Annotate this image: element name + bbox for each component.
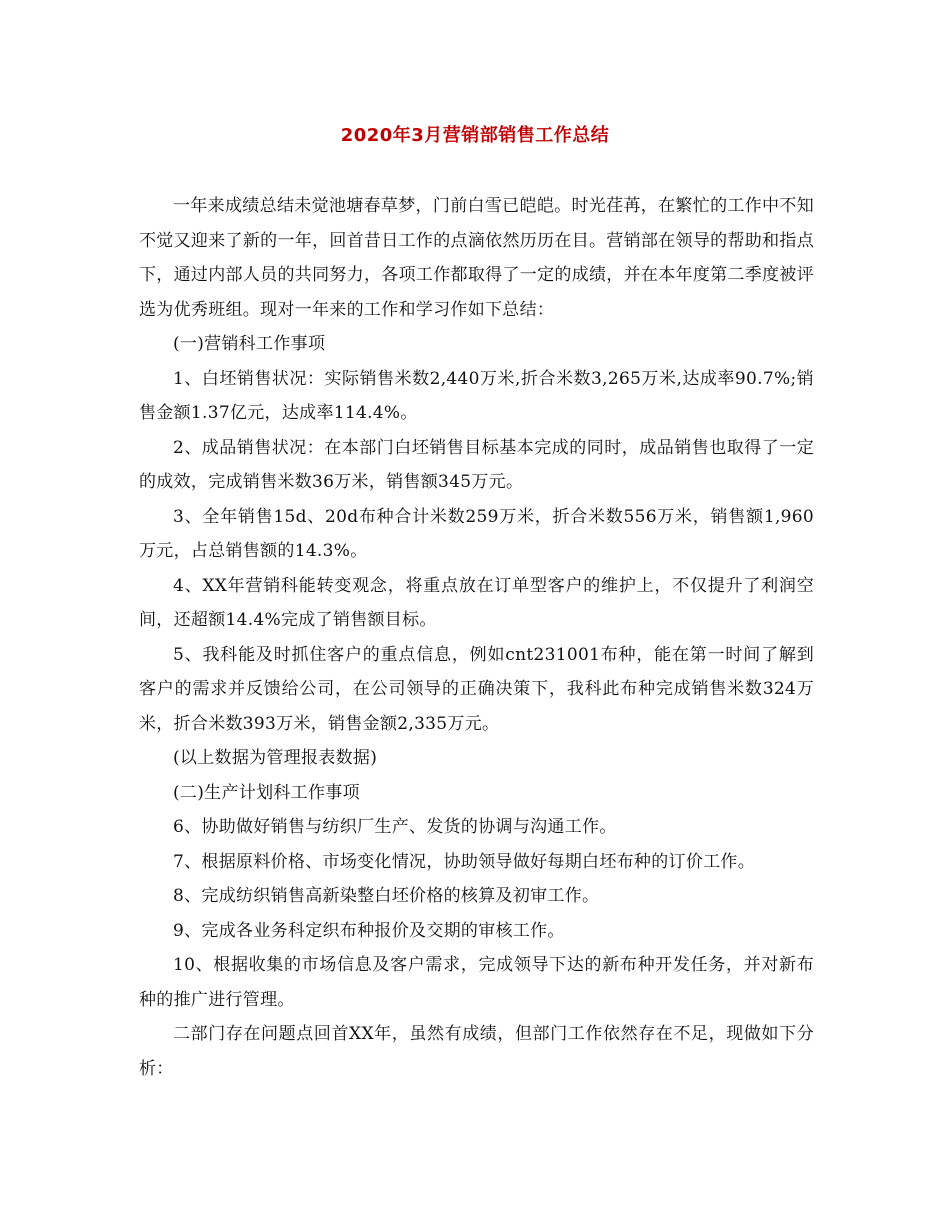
paragraph-item-7: 7、根据原料价格、市场变化情况，协助领导做好每期白坯布种的订价工作。 (173, 851, 756, 872)
paragraph-item-6: 6、协助做好销售与纺织厂生产、发货的协调与沟通工作。 (173, 817, 617, 837)
paragraph-item-2: 2、成品销售状况：在本部门白坯销售目标基本完成的同时，成品销售也取得了一定的成效，完成销售米数36万米，销售额345万元。 (139, 437, 814, 492)
paragraph-intro: 一年来成绩总结未觉池塘春草梦，门前白雪已皑皑。时光荏苒，在繁忙的工作中不知不觉又迎来了新的一年，回首昔日工作的点滴依然历历在目。营销部在领导的帮助和指点下，通过内部人员的共同努力，各项工作都取得了一定的成绩，并在本年度第二季度被评选为优秀班组。现对一年来的工作和学习作如下总结： (139, 196, 814, 320)
paragraph-item-10: 10、根据收集的市场信息及客户需求，完成领导下达的新布种开发任务，并对新布种的推广进行管理。 (139, 955, 814, 1010)
paragraph-data-note: (以上数据为管理报表数据) (173, 748, 378, 768)
section-heading-marketing: (一)营销科工作事项 (173, 334, 326, 354)
paragraph-item-4: 4、XX年营销科能转变观念，将重点放在订单型客户的维护上，不仅提升了利润空间，还超额14.4%完成了销售额目标。 (139, 575, 814, 630)
section-heading-production: (二)生产计划科工作事项 (173, 782, 360, 803)
paragraph-item-5: 5、我科能及时抓住客户的重点信息，例如cnt231001布种，能在第一时间了解到客户的需求并反馈给公司，在公司领导的正确决策下，我科此布种完成销售米数324万米，折合米数393万米，销售金额2,335万元。 (139, 644, 814, 734)
document-title: 2020年3月营销部销售工作总结 (340, 125, 610, 146)
paragraph-item-3: 3、全年销售15d、20d布种合计米数259万米，折合米数556万米，销售额1,960万元，占总销售额的14.3%。 (139, 506, 814, 561)
paragraph-problems: 二部门存在问题点回首XX年，虽然有成绩，但部门工作依然存在不足，现做如下分析： (139, 1024, 814, 1079)
paragraph-item-9: 9、完成各业务科定织布种报价及交期的审核工作。 (173, 920, 565, 941)
paragraph-item-1: 1、白坯销售状况：实际销售米数2,440万米,折合米数3,265万米,达成率90.7%;销售金额1.37亿元，达成率114.4%。 (139, 368, 814, 423)
document-body (139, 189, 814, 1086)
paragraph-item-8: 8、完成纺织销售高新染整白坯价格的核算及初审工作。 (173, 886, 600, 906)
